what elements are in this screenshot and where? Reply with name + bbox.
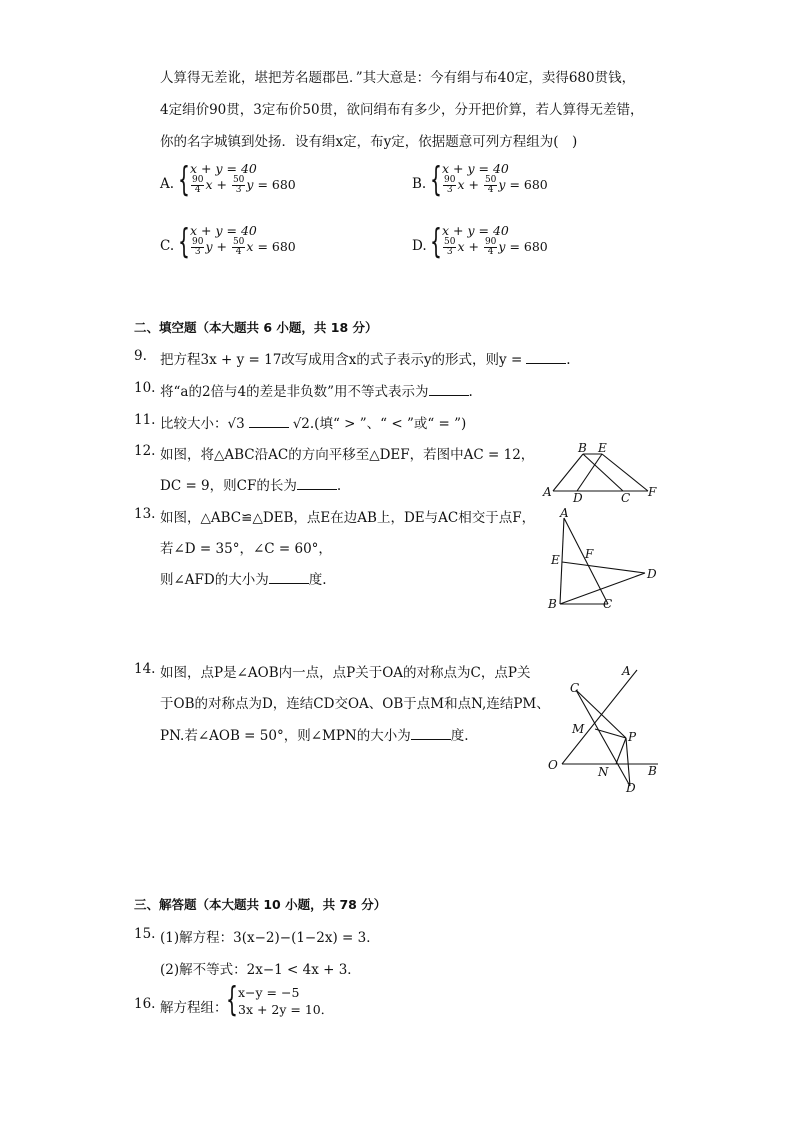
q15-part1: (1)解方程：3(x−2)−(1−2x) = 3． xyxy=(160,930,380,946)
q10-answer-blank[interactable] xyxy=(429,383,469,396)
coef1: $\frac{90}{4}$ xyxy=(192,175,204,195)
option-eq1: x + y = 40 xyxy=(442,223,509,238)
coef1: $\frac{90}{3}$ xyxy=(192,237,204,257)
fig12-label-A: A xyxy=(543,485,552,499)
q13-line3 xyxy=(160,568,327,588)
q12-answer-blank[interactable] xyxy=(297,477,337,490)
option-letter: A. xyxy=(160,176,175,192)
q14-line3-text: PN.若∠AOB = 50°，则∠MPN的大小为 xyxy=(160,728,411,744)
q16-brace: { xyxy=(226,980,238,1020)
q10-question xyxy=(160,380,473,400)
option-letter: B. xyxy=(412,176,427,192)
q10-end: . xyxy=(468,384,473,400)
figure-13-congruent-triangles xyxy=(540,506,665,614)
coef2: $\frac{90}{4}$ xyxy=(484,237,497,257)
q9-answer-blank[interactable] xyxy=(526,351,566,364)
fig14-label-N: N xyxy=(598,765,609,779)
fig14-label-M: M xyxy=(572,722,585,736)
q11-post: √2.(填“ > ”、“ < ”或“ = ”) xyxy=(292,416,467,432)
fig14-label-D: D xyxy=(626,781,636,795)
option-eq2: $\frac{90}{4}$ x + $\frac{50}{3}$ y = 680 xyxy=(192,175,296,195)
section-3-heading: 三、解答题（本大题共 10 小题，共 78 分） xyxy=(134,897,387,912)
option-eq2: $\frac{90}{3}$ x + $\frac{50}{4}$ y = 680 xyxy=(444,175,548,195)
q13-line2: 若∠D = 35°，∠C = 60°， xyxy=(160,541,332,557)
q15-number: 15. xyxy=(134,926,156,942)
q11-number: 11. xyxy=(134,412,156,428)
fig14-label-O: O xyxy=(548,758,558,772)
q16-text: 解方程组： xyxy=(160,1000,228,1016)
q14-line1: 如图，点P是∠AOB内一点，点P关于OA的对称点为C，点P关 xyxy=(160,665,531,681)
q12-end: . xyxy=(336,478,342,494)
q12-number: 12. xyxy=(134,443,156,459)
fig14-label-A: A xyxy=(622,664,631,678)
fig14-label-C: C xyxy=(570,681,580,695)
q13-number: 13. xyxy=(134,506,156,522)
coef2: $\frac{50}{4}$ xyxy=(484,175,497,195)
q15-part2: (2)解不等式：2x−1 < 4x + 3． xyxy=(160,962,361,978)
q12-line2-text: DC = 9，则CF的长为 xyxy=(160,478,297,494)
figure-12-translated-triangles xyxy=(540,440,670,504)
q8-line2: 4定绢价90贯，3定布价50贯，欲问绢布有多少，分开把价算，若人算得无差错， xyxy=(160,102,644,118)
q9-question xyxy=(160,348,571,368)
fig12-label-E: E xyxy=(598,441,607,455)
q8-line1: 人算得无差讹，堪把芳名题郡邑．”其大意是：今有绢与布40定，卖得680贯钱， xyxy=(160,70,636,86)
fig13-label-E: E xyxy=(551,553,560,567)
q8-option-c[interactable] xyxy=(160,222,360,269)
q10-text: 将“a的2倍与4的差是非负数”用不等式表示为 xyxy=(160,384,429,400)
option-brace: { xyxy=(178,222,190,262)
q13-end: 度. xyxy=(308,572,327,588)
q11-question xyxy=(160,412,466,432)
q9-end: . xyxy=(566,352,571,368)
option-brace: { xyxy=(430,222,442,262)
q14-line3 xyxy=(160,724,469,744)
q12-line1: 如图，将△ABC沿AC的方向平移至△DEF，若图中AC = 12， xyxy=(160,447,535,463)
coef1: $\frac{90}{3}$ xyxy=(444,175,456,195)
q11-pre: 比较大小：√3 xyxy=(160,416,245,432)
q14-end: 度. xyxy=(450,728,469,744)
fig13-label-F: F xyxy=(585,547,594,561)
q16-number: 16. xyxy=(134,996,156,1012)
q8-option-a[interactable] xyxy=(160,160,360,207)
q13-line1: 如图，△ABC≌△DEB，点E在边AB上，DE与AC相交于点F， xyxy=(160,510,536,526)
q9-text: 把方程3x + y = 17改写成用含x的式子表示y的形式，则y = xyxy=(160,352,523,368)
fig12-label-B: B xyxy=(578,441,587,455)
q14-number: 14. xyxy=(134,661,156,677)
option-eq2: $\frac{50}{3}$ x + $\frac{90}{4}$ y = 680 xyxy=(444,237,548,257)
q9-number: 9. xyxy=(134,348,147,364)
fig12-label-F: F xyxy=(648,485,657,499)
fig13-label-D: D xyxy=(647,567,657,581)
q14-line2: 于OB的对称点为D，连结CD交OA、OB于点M和点N,连结PM、 xyxy=(160,696,550,712)
option-brace: { xyxy=(178,160,190,200)
q13-line3-text: 则∠AFD的大小为 xyxy=(160,572,269,588)
fig13-label-A: A xyxy=(560,506,569,520)
q16-eq1: x−y = −5 xyxy=(238,985,300,1000)
fig13-label-B: B xyxy=(548,597,557,611)
q10-number: 10. xyxy=(134,380,156,396)
option-letter: C. xyxy=(160,238,175,254)
q12-line2 xyxy=(160,474,341,494)
q8-option-d[interactable] xyxy=(412,222,612,269)
q14-answer-blank[interactable] xyxy=(411,727,451,740)
q16-eq2: 3x + 2y = 10． xyxy=(238,1002,334,1017)
q13-answer-blank[interactable] xyxy=(269,571,309,584)
option-letter: D. xyxy=(412,238,427,254)
fig13-label-C: C xyxy=(603,597,613,611)
option-eq2: $\frac{90}{3}$ y + $\frac{50}{4}$ x = 680 xyxy=(192,237,296,257)
option-brace: { xyxy=(430,160,442,200)
fig12-label-C: C xyxy=(621,491,631,504)
option-eq1: x + y = 40 xyxy=(190,223,257,238)
section-2-heading: 二、填空题（本大题共 6 小题，共 18 分） xyxy=(134,320,378,335)
q8-line3: 你的名字城镇到处扬．设有绢x定，布y定，依据题意可列方程组为( ) xyxy=(160,134,578,150)
fig14-label-B: B xyxy=(648,764,657,778)
coef1: $\frac{50}{3}$ xyxy=(444,237,456,257)
fig14-label-P: P xyxy=(628,730,637,744)
option-eq1: x + y = 40 xyxy=(190,161,257,176)
coef2: $\frac{50}{3}$ xyxy=(232,175,245,195)
q8-option-b[interactable] xyxy=(412,160,612,207)
option-eq1: x + y = 40 xyxy=(442,161,509,176)
coef2: $\frac{50}{4}$ xyxy=(232,237,245,257)
q11-answer-blank[interactable] xyxy=(249,415,289,428)
figure-14-angle-reflection xyxy=(540,658,670,798)
fig12-label-D: D xyxy=(573,491,583,504)
